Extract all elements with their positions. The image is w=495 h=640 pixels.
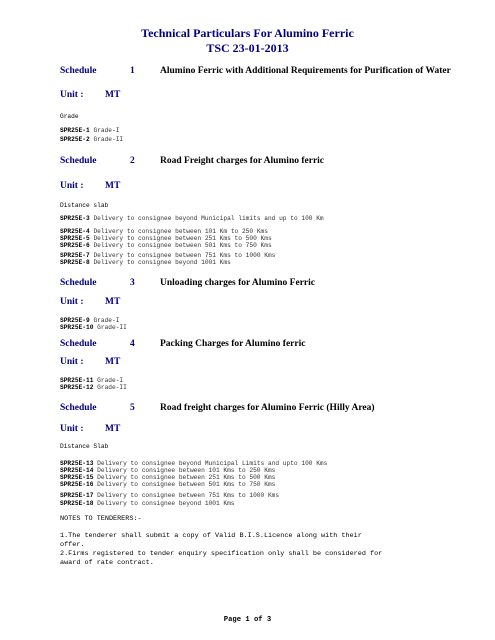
- item-text: Delivery to consignee beyond 1001 Kms: [97, 500, 235, 507]
- unit-label: Unit :: [60, 181, 84, 191]
- schedule-description: Road Freight charges for Alumino ferric: [160, 156, 325, 166]
- unit-label: Unit :: [60, 357, 84, 367]
- document-subtitle: TSC 23-01-2013: [206, 41, 289, 55]
- item-text: Grade-I: [93, 317, 120, 324]
- schedule-3-unit: [60, 297, 121, 307]
- page-number: Page 1 of 3: [223, 616, 272, 624]
- section-heading: Grade: [60, 113, 79, 120]
- note-line: 2.Firms registered to tender enquiry specification only shall be considered for: [60, 550, 383, 558]
- item-text: Grade-I: [97, 377, 124, 384]
- list-item: [60, 460, 327, 467]
- notes-heading: NOTES TO TENDERERS:-: [60, 515, 142, 523]
- item-text: Delivery to consignee between 751 Kms to 1000 Kms: [93, 252, 276, 259]
- item-text: Delivery to consignee between 251 Kms to 500 Kms: [97, 474, 276, 481]
- item-code: SPR25E-4: [60, 228, 90, 235]
- unit-value: MT: [105, 181, 121, 191]
- section-heading: Distance Slab: [60, 443, 109, 450]
- unit-label: Unit :: [60, 424, 84, 434]
- unit-label: Unit :: [60, 297, 84, 307]
- item-code: SPR25E-6: [60, 242, 90, 249]
- list-item: [60, 259, 231, 266]
- unit-value: MT: [105, 424, 121, 434]
- note-line: 1.The tenderer shall submit a copy of Valid B.I.S.Licence along with their: [60, 532, 362, 540]
- unit-value: MT: [105, 297, 121, 307]
- list-item: [60, 136, 123, 143]
- note-line: award of rate contract.: [60, 559, 154, 567]
- item-code: SPR25E-1: [60, 127, 90, 134]
- item-code: SPR25E-16: [60, 481, 94, 488]
- item-code: SPR25E-13: [60, 460, 94, 467]
- schedule-description: Unloading charges for Alumino Ferric: [160, 278, 315, 288]
- item-text: Delivery to consignee beyond Municipal Limits and upto 100 Kms: [97, 460, 328, 467]
- schedule-label: Schedule: [60, 339, 97, 349]
- item-code: SPR25E-9: [60, 317, 90, 324]
- item-text: Delivery to consignee between 751 Kms to 1000 Kms: [97, 492, 280, 499]
- list-item: [60, 228, 268, 235]
- item-code: SPR25E-5: [60, 235, 90, 242]
- list-item: [60, 481, 275, 488]
- list-item: [60, 467, 275, 474]
- item-code: SPR25E-2: [60, 136, 90, 143]
- schedule-number: 5: [130, 403, 135, 413]
- section-heading: Distance slab: [60, 202, 109, 209]
- note-line: offer.: [60, 541, 85, 549]
- item-text: Delivery to consignee between 501 Kms to 750 Kms: [93, 242, 272, 249]
- unit-value: MT: [105, 357, 121, 367]
- schedule-number: 2: [130, 156, 135, 166]
- item-text: Grade-I: [93, 127, 120, 134]
- item-text: Delivery to consignee beyond 1001 Kms: [93, 259, 231, 266]
- item-text: Delivery to consignee between 251 Kms to 500 Kms: [93, 235, 272, 242]
- list-item: [60, 127, 119, 134]
- list-item: [60, 474, 275, 481]
- item-code: SPR25E-12: [60, 384, 94, 391]
- item-code: SPR25E-15: [60, 474, 94, 481]
- schedule-description: Packing Charges for Alumino ferric: [160, 339, 306, 349]
- schedule-description: Alumino Ferric with Additional Requirements for Purification of Water: [160, 66, 451, 76]
- unit-label: Unit :: [60, 90, 84, 100]
- item-code: SPR25E-10: [60, 324, 94, 331]
- schedule-number: 4: [130, 339, 135, 349]
- item-code: SPR25E-11: [60, 377, 94, 384]
- list-item: [60, 324, 127, 331]
- list-item: [60, 235, 272, 242]
- list-item: [60, 215, 324, 222]
- item-code: SPR25E-3: [60, 215, 90, 222]
- list-item: [60, 384, 127, 391]
- item-text: Delivery to consignee between 501 Kms to 750 Kms: [97, 481, 276, 488]
- item-code: SPR25E-8: [60, 259, 90, 266]
- schedule-5-unit: [60, 424, 121, 434]
- schedule-1-unit: [60, 90, 121, 100]
- schedule-number: 3: [130, 278, 135, 288]
- list-item: [60, 377, 123, 384]
- schedule-description: Road freight charges for Alumino Ferric (Hilly Area): [160, 403, 375, 413]
- item-code: SPR25E-17: [60, 492, 94, 499]
- schedule-label: Schedule: [60, 156, 97, 166]
- item-code: SPR25E-14: [60, 467, 94, 474]
- item-code: SPR25E-7: [60, 252, 90, 259]
- item-text: Grade-II: [97, 324, 127, 331]
- unit-value: MT: [105, 90, 121, 100]
- document-title: Technical Particulars For Alumino Ferric: [141, 26, 354, 40]
- list-item: [60, 242, 272, 249]
- schedule-2-unit: [60, 181, 121, 191]
- list-item: [60, 500, 235, 507]
- schedule-label: Schedule: [60, 66, 97, 76]
- list-item: [60, 492, 279, 499]
- schedule-label: Schedule: [60, 278, 97, 288]
- item-text: Delivery to consignee between 101 Km to 250 Kms: [93, 228, 268, 235]
- list-item: [60, 317, 119, 324]
- schedule-number: 1: [130, 66, 135, 76]
- schedule-label: Schedule: [60, 403, 97, 413]
- schedule-4-unit: [60, 357, 121, 367]
- item-text: Delivery to consignee between 101 Kms to 250 Kms: [97, 467, 276, 474]
- item-text: Grade-II: [97, 384, 127, 391]
- item-text: Delivery to consignee beyond Municipal limits and up to 100 Km: [93, 215, 324, 222]
- item-text: Grade-II: [93, 136, 124, 143]
- list-item: [60, 252, 275, 259]
- item-code: SPR25E-18: [60, 500, 94, 507]
